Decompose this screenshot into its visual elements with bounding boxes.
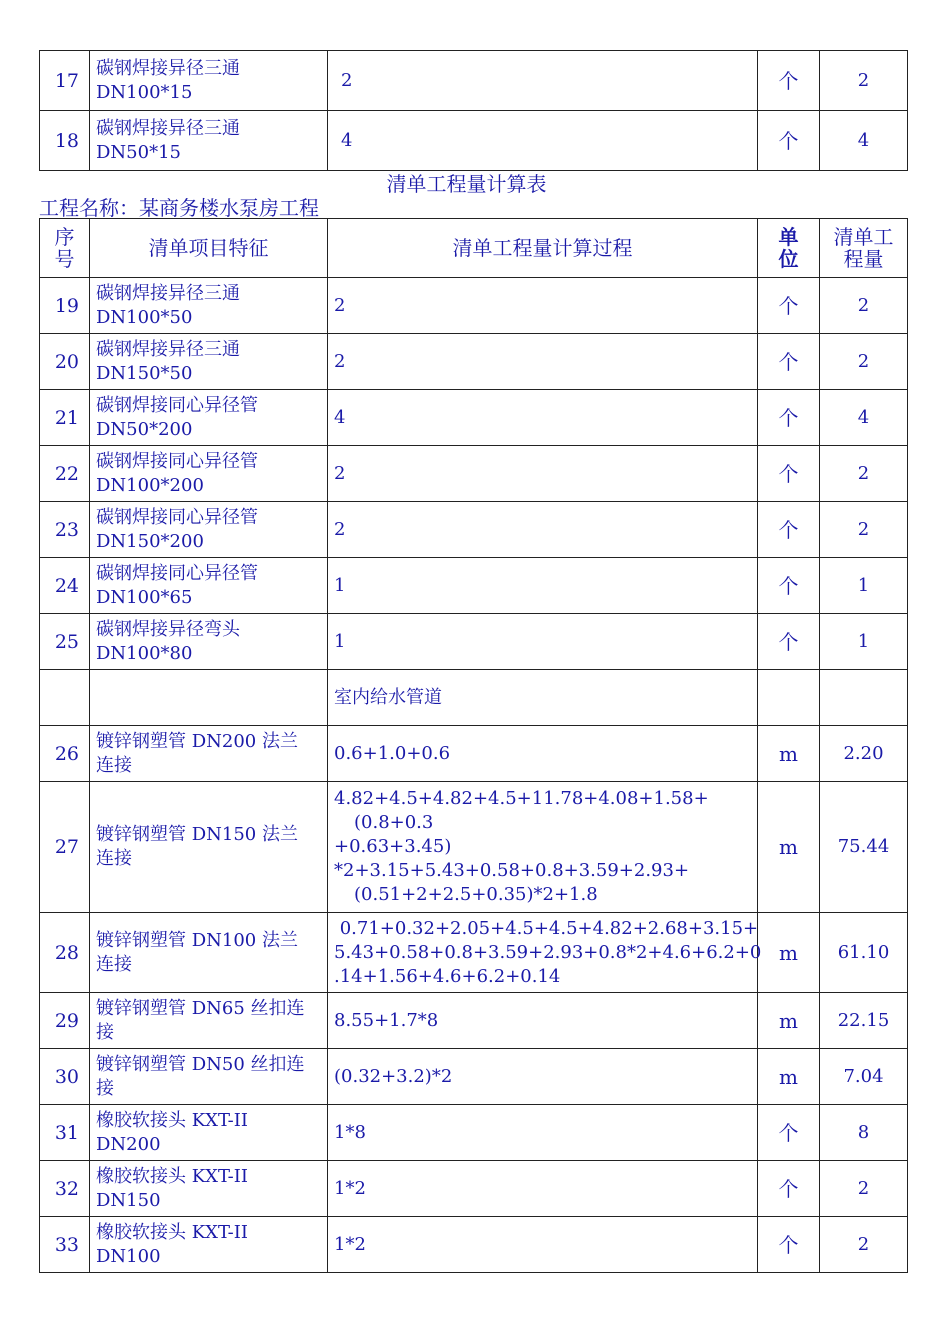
continuation-table-body: [40, 51, 908, 171]
table-row: [40, 278, 908, 334]
header-unit-line: 单: [778, 225, 799, 249]
quantity: 1: [820, 558, 908, 614]
quantity: 4: [820, 111, 908, 171]
item-feature-line: 镀锌钢塑管 DN50 丝扣连: [96, 1053, 305, 1075]
unit: 个: [758, 334, 820, 390]
calculation-line: 2: [334, 294, 346, 316]
item-feature-line: DN50*15: [96, 141, 181, 163]
calculation-line: .14+1.56+4.6+6.2+0.14: [334, 965, 561, 987]
quantity: 1: [820, 614, 908, 670]
calculation-process: [328, 1105, 758, 1161]
unit: 个: [758, 51, 820, 111]
calculation-process: [328, 1161, 758, 1217]
header-name: 清单项目特征: [90, 219, 328, 278]
item-feature-line: 镀锌钢塑管 DN150 法兰: [96, 824, 298, 845]
header-no-line: 序: [54, 225, 75, 249]
quantity: 2: [820, 51, 908, 111]
row-number: 20: [40, 334, 90, 390]
row-number: [40, 670, 90, 726]
calculation-line: 1*2: [334, 1177, 366, 1199]
table-row: [40, 913, 908, 993]
quantity: 75.44: [820, 782, 908, 913]
quantity: 2.20: [820, 726, 908, 782]
calculation-line: 8.55+1.7*8: [334, 1009, 439, 1031]
calculation-line: 1: [334, 630, 346, 652]
item-feature: [90, 111, 328, 171]
item-feature-line: 碳钢焊接异径三通: [96, 282, 240, 304]
item-feature-line: DN100*80: [96, 642, 193, 664]
unit: 个: [758, 502, 820, 558]
quantity: [820, 670, 908, 726]
row-number: 29: [40, 993, 90, 1049]
quantity-table-body: [40, 278, 908, 1273]
calculation-line: 2: [334, 350, 346, 372]
calculation-line: 室内给水管道: [334, 686, 442, 708]
calculation-process: [328, 614, 758, 670]
table-row: [40, 1105, 908, 1161]
item-feature-line: 碳钢焊接同心异径管: [96, 450, 258, 472]
item-feature-line: 碳钢焊接同心异径管: [96, 562, 258, 584]
unit: 个: [758, 1217, 820, 1273]
row-number: 17: [40, 51, 90, 111]
unit: m: [758, 726, 820, 782]
unit: 个: [758, 446, 820, 502]
calculation-process: [328, 502, 758, 558]
table-row: [40, 1161, 908, 1217]
item-feature-line: DN100: [96, 1245, 161, 1267]
unit: 个: [758, 614, 820, 670]
row-number: 32: [40, 1161, 90, 1217]
item-feature-line: DN200: [96, 1133, 161, 1155]
quantity-table: [39, 218, 908, 1273]
item-feature-line: DN150*200: [96, 530, 204, 552]
item-feature-line: 镀锌钢塑管 DN100 法兰: [96, 929, 298, 951]
item-feature-line: DN100*15: [96, 81, 193, 103]
item-feature-line: DN100*65: [96, 586, 193, 608]
calculation-process: [328, 726, 758, 782]
item-feature-line: DN50*200: [96, 418, 193, 440]
row-number: 27: [40, 782, 90, 913]
item-feature: [90, 1105, 328, 1161]
item-feature-line: DN150*50: [96, 362, 193, 384]
quantity: 2: [820, 1217, 908, 1273]
table-row: [40, 446, 908, 502]
calculation-process: [328, 670, 758, 726]
calculation-line: 2: [334, 518, 346, 540]
item-feature-line: 连接: [96, 848, 132, 869]
item-feature: [90, 726, 328, 782]
quantity: 4: [820, 390, 908, 446]
calculation-process: [328, 51, 758, 111]
quantity: 7.04: [820, 1049, 908, 1105]
item-feature: [90, 1217, 328, 1273]
item-feature-line: 碳钢焊接异径三通: [96, 117, 240, 139]
table-row: [40, 782, 908, 913]
table-header-row: [40, 219, 908, 278]
table-row: [40, 993, 908, 1049]
calculation-line: *2+3.15+5.43+0.58+0.8+3.59+2.93+: [334, 860, 690, 881]
quantity: 2: [820, 502, 908, 558]
item-feature-line: 碳钢焊接同心异径管: [96, 394, 258, 416]
row-number: 22: [40, 446, 90, 502]
header-qty-line: 清单工: [833, 225, 894, 249]
calculation-line: 4: [341, 129, 353, 151]
calculation-process: [328, 111, 758, 171]
calculation-process: [328, 782, 758, 913]
table-row: [40, 614, 908, 670]
item-feature-line: 橡胶软接头 KXT-II: [96, 1165, 248, 1187]
unit: 个: [758, 1105, 820, 1161]
header-no: [40, 219, 90, 278]
item-feature-line: 接: [96, 1021, 114, 1043]
calculation-process: [328, 446, 758, 502]
unit: m: [758, 1049, 820, 1105]
calculation-line: 1*8: [334, 1121, 366, 1143]
unit: 个: [758, 1161, 820, 1217]
calculation-process: [328, 913, 762, 993]
unit: 个: [758, 558, 820, 614]
quantity: 8: [820, 1105, 908, 1161]
unit: m: [758, 913, 820, 993]
calculation-process: [328, 558, 758, 614]
header-unit-line: 位: [778, 247, 799, 271]
quantity: 2: [820, 446, 908, 502]
calculation-line: 2: [334, 462, 346, 484]
calculation-process: [328, 278, 758, 334]
calculation-line: (0.32+3.2)*2: [334, 1065, 453, 1087]
quantity: 2: [820, 334, 908, 390]
row-number: 23: [40, 502, 90, 558]
item-feature: [90, 993, 328, 1049]
table-row: [40, 1217, 908, 1273]
row-number: 25: [40, 614, 90, 670]
calculation-process: [328, 1217, 758, 1273]
item-feature-line: 连接: [96, 754, 132, 776]
header-process: 清单工程量计算过程: [328, 219, 758, 278]
quantity: 2: [820, 278, 908, 334]
item-feature-line: 碳钢焊接异径三通: [96, 338, 240, 360]
calculation-line: 1: [334, 574, 346, 596]
item-feature: [90, 334, 328, 390]
calculation-process: [328, 334, 758, 390]
calculation-line: (0.8+0.3: [354, 812, 434, 833]
unit: 个: [758, 390, 820, 446]
item-feature: [90, 51, 328, 111]
calculation-line: 4: [334, 406, 346, 428]
header-unit: [758, 219, 820, 278]
item-feature: [90, 502, 328, 558]
item-feature: [90, 614, 328, 670]
item-feature-line: 镀锌钢塑管 DN200 法兰: [96, 730, 298, 752]
calculation-line: 1*2: [334, 1233, 366, 1255]
header-no-line: 号: [54, 247, 75, 271]
item-feature-line: DN100*50: [96, 306, 193, 328]
unit: m: [758, 782, 820, 913]
table-row: [40, 51, 908, 111]
table-row: [40, 502, 908, 558]
item-feature: [90, 558, 328, 614]
row-number: 18: [40, 111, 90, 171]
calculation-process: [328, 1049, 758, 1105]
item-feature-line: 橡胶软接头 KXT-II: [96, 1221, 248, 1243]
table-row: [40, 390, 908, 446]
row-number: 30: [40, 1049, 90, 1105]
table-row: [40, 334, 908, 390]
item-feature-line: 镀锌钢塑管 DN65 丝扣连: [96, 997, 305, 1019]
row-number: 24: [40, 558, 90, 614]
item-feature: [90, 446, 328, 502]
calculation-line: 2: [341, 69, 353, 91]
item-feature: [90, 390, 328, 446]
unit: 个: [758, 278, 820, 334]
calculation-line: 0.6+1.0+0.6: [334, 742, 451, 764]
table-row: [40, 726, 908, 782]
quantity: 22.15: [820, 993, 908, 1049]
continuation-table: [39, 50, 908, 171]
item-feature-line: 碳钢焊接同心异径管: [96, 506, 258, 528]
table-row: [40, 558, 908, 614]
item-feature-line: 橡胶软接头 KXT-II: [96, 1109, 248, 1131]
item-feature: [90, 782, 328, 913]
quantity: 61.10: [820, 913, 908, 993]
unit: [758, 670, 820, 726]
row-number: 19: [40, 278, 90, 334]
table-row: [40, 670, 908, 726]
unit: 个: [758, 111, 820, 171]
item-feature: [90, 1161, 328, 1217]
item-feature-line: 碳钢焊接异径三通: [96, 57, 240, 79]
calculation-line: (0.51+2+2.5+0.35)*2+1.8: [354, 884, 598, 905]
quantity: 2: [820, 1161, 908, 1217]
table-row: [40, 1049, 908, 1105]
row-number: 28: [40, 913, 90, 993]
header-qty: [820, 219, 908, 278]
item-feature: [90, 278, 328, 334]
item-feature: [90, 1049, 328, 1105]
calculation-line: 0.71+0.32+2.05+4.5+4.5+4.82+2.68+3.15+: [334, 917, 759, 939]
row-number: 26: [40, 726, 90, 782]
item-feature: [90, 670, 328, 726]
item-feature-line: DN100*200: [96, 474, 204, 496]
header-qty-line: 程量: [843, 247, 884, 271]
calculation-process: [328, 390, 758, 446]
item-feature-line: 连接: [96, 953, 132, 975]
row-number: 33: [40, 1217, 90, 1273]
project-name: 工程名称：某商务楼水泵房工程: [39, 196, 319, 220]
row-number: 31: [40, 1105, 90, 1161]
page-title: 清单工程量计算表: [386, 172, 547, 196]
item-feature: [90, 913, 328, 993]
calculation-line: 4.82+4.5+4.82+4.5+11.78+4.08+1.58+: [334, 788, 709, 809]
item-feature-line: 碳钢焊接异径弯头: [96, 618, 240, 640]
table-row: [40, 111, 908, 171]
calculation-process: [328, 993, 758, 1049]
calculation-line: +0.63+3.45): [334, 836, 452, 857]
row-number: 21: [40, 390, 90, 446]
unit: m: [758, 993, 820, 1049]
item-feature-line: DN150: [96, 1189, 161, 1211]
calculation-line: 5.43+0.58+0.8+3.59+2.93+0.8*2+4.6+6.2+0: [334, 941, 762, 963]
item-feature-line: 接: [96, 1077, 114, 1099]
